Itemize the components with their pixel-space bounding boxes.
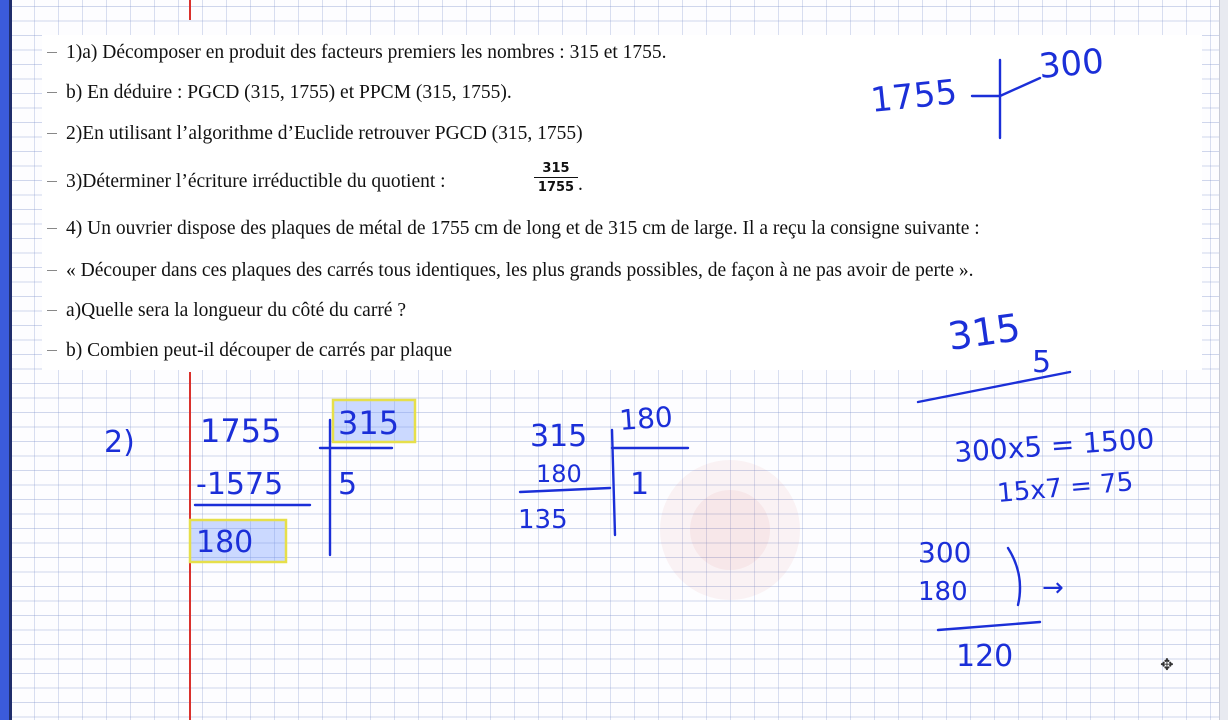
hw-right-180: 180 <box>918 577 968 607</box>
hw-right-5: 5 <box>1032 345 1052 380</box>
question-1a: 1)a) Décomposer en produit des facteurs premiers les nombres : 315 et 1755. <box>66 42 667 63</box>
hw-div1-divisor: 315 <box>338 404 400 442</box>
hw-right-300: 300 <box>918 536 972 569</box>
hw-top-right-divisor: 300 <box>1037 41 1106 87</box>
watermark-logo <box>660 460 800 600</box>
question-4b: b) Combien peut-il découper de carrés par plaque <box>66 340 453 361</box>
hw-right-315: 315 <box>945 305 1024 359</box>
hw-div2-dividend: 315 <box>530 419 588 454</box>
hw-div2-quotient: 1 <box>630 467 650 502</box>
bracket-horizontal <box>972 78 1040 96</box>
hw-right-arrow: → <box>1042 573 1064 603</box>
question-2: 2)En utilisant l’algorithme d’Euclide retrouver PGCD (315, 1755) <box>66 123 583 144</box>
hw-right-120: 120 <box>956 639 1014 674</box>
hw-right-eq2: 15x7 = 75 <box>995 467 1135 509</box>
hw-div1-remainder: 180 <box>196 525 254 560</box>
right-underline-2 <box>938 622 1040 630</box>
question-4-quote: « Découper dans ces plaques des carrés tous identiques, les plus grands possibles, de façon à ne pas avoir de perte ». <box>66 260 974 281</box>
hw-div2-subtract: 180 <box>536 460 582 488</box>
question-3: 3)Déterminer l’écriture irréductible du quotient : <box>66 171 446 192</box>
question-4a: a)Quelle sera la longueur du côté du carré ? <box>66 300 406 321</box>
question-1b: b) En déduire : PGCD (315, 1755) et PPCM (315, 1755). <box>66 82 512 103</box>
fraction-period: . <box>578 174 583 195</box>
hw-top-right-dividend: 1755 <box>868 72 959 121</box>
hw-div1-quotient: 5 <box>338 467 358 502</box>
question-4: 4) Un ouvrier dispose des plaques de métal de 1755 cm de long et de 315 cm de large. Il a reçu la consigne suivante : <box>66 218 980 239</box>
fraction-numerator: 315 <box>534 161 578 178</box>
hw-div2-remainder: 135 <box>518 505 568 535</box>
hw-div2-divisor: 180 <box>618 400 674 437</box>
div2-vertical-line <box>612 430 615 535</box>
div2-subtract-line <box>520 488 610 492</box>
fraction-denominator: 1755 <box>537 180 575 195</box>
hw-div1-subtract: -1575 <box>196 467 284 502</box>
hw-right-eq1: 300x5 = 1500 <box>953 422 1156 469</box>
right-bracket <box>1008 548 1020 605</box>
move-icon[interactable]: ✥ <box>1160 655 1174 674</box>
hw-div1-dividend: 1755 <box>200 412 282 450</box>
hw-label-2: 2) <box>104 425 135 460</box>
